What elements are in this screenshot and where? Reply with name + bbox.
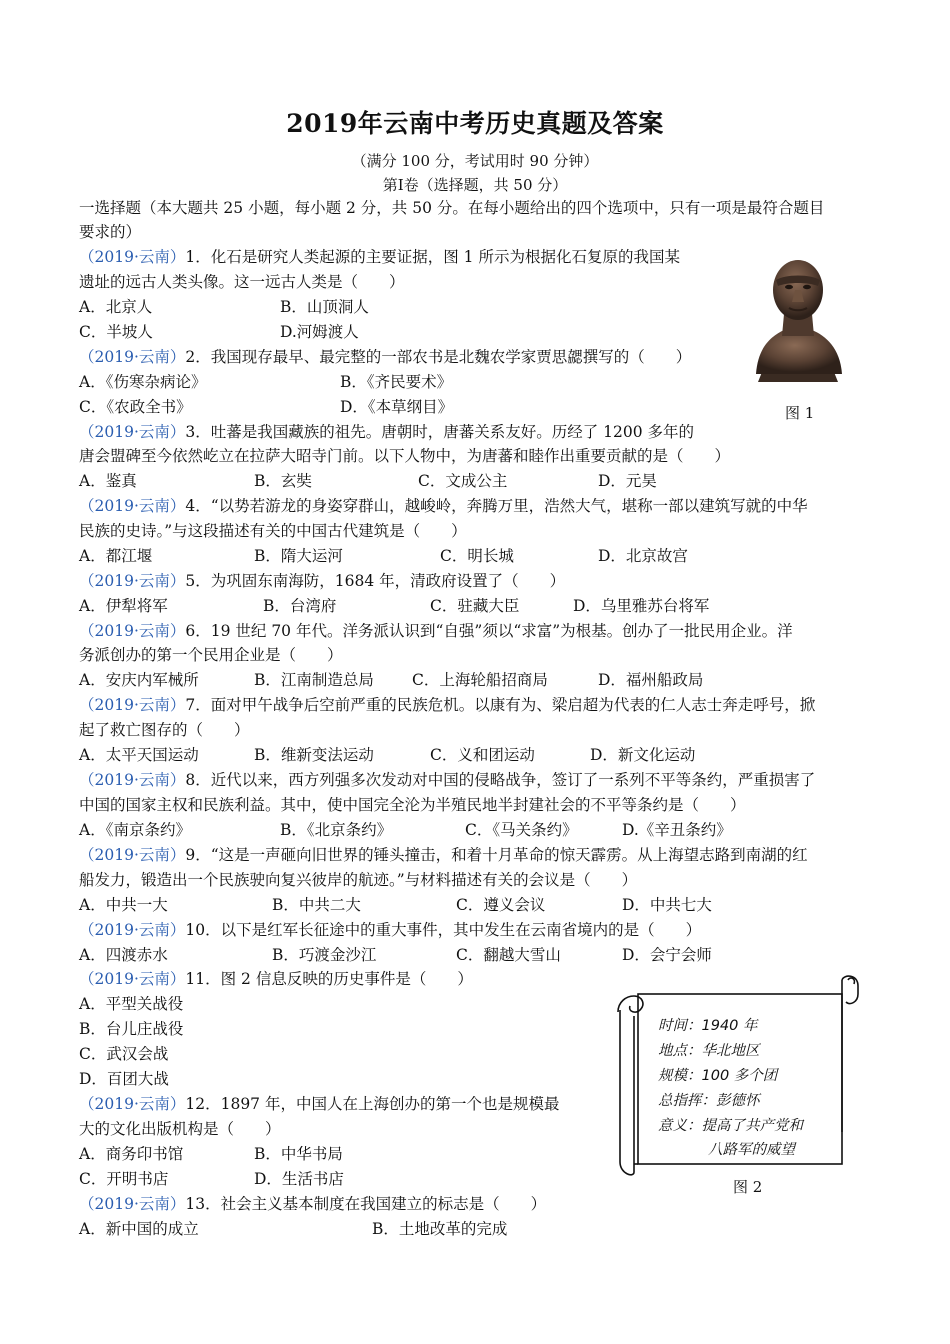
q6-option-c[interactable]: C．上海轮船招商局 xyxy=(412,671,548,689)
q5-option-d[interactable]: D．乌里雅苏台将军 xyxy=(573,597,710,615)
question-1-stem: （2019·云南）1．化石是研究人类起源的主要证据，图 1 所示为根据化石复原的我国某 xyxy=(79,248,680,266)
scroll-line-scale: 规模：100 多个团 xyxy=(658,1068,778,1084)
question-8-stem: （2019·云南）8．近代以来，西方列强多次发动对中国的侵略战争，签订了一系列不平等条约，严重损害了 xyxy=(79,771,816,789)
q10-option-c[interactable]: C．翻越大雪山 xyxy=(456,946,561,964)
q12-option-c[interactable]: C．开明书店 xyxy=(79,1170,169,1188)
q9-option-a[interactable]: A．中共一大 xyxy=(79,896,168,914)
question-1-stem-cont: 遗址的远古人类头像。这一远古人类是（ ） xyxy=(79,273,405,291)
q8-option-c[interactable]: C．《马关条约》 xyxy=(465,821,578,839)
scroll-line-place: 地点：华北地区 xyxy=(658,1043,760,1059)
scroll-line-significance-cont: 八路军的威望 xyxy=(708,1142,795,1158)
q2-option-b[interactable]: B．《齐民要术》 xyxy=(340,373,453,391)
q3-option-a[interactable]: A．鉴真 xyxy=(79,472,137,490)
q4-option-b[interactable]: B．隋大运河 xyxy=(254,547,343,565)
question-4-stem-cont: 民族的史诗。”与这段描述有关的中国古代建筑是（ ） xyxy=(79,522,467,540)
q5-option-a[interactable]: A．伊犁将军 xyxy=(79,597,168,615)
question-8-stem-cont: 中国的国家主权和民族利益。其中，使中国完全沦为半殖民地半封建社会的不平等条约是（ ） xyxy=(79,796,746,814)
question-4-stem: （2019·云南）4．“以势若游龙的身姿穿群山，越峻岭，奔腾万里，浩然大气，堪称一部以建筑写就的中华 xyxy=(79,497,808,515)
q6-option-d[interactable]: D．福州船政局 xyxy=(598,671,704,689)
document-title: 2019年云南中考历史真题及答案 xyxy=(286,109,664,138)
q9-option-c[interactable]: C．遵义会议 xyxy=(456,896,546,914)
q8-option-d[interactable]: D.《辛丑条约》 xyxy=(622,821,732,839)
q8-option-a[interactable]: A．《南京条约》 xyxy=(79,821,191,839)
q3-option-c[interactable]: C．文成公主 xyxy=(418,472,508,490)
q12-option-d[interactable]: D．生活书店 xyxy=(254,1170,344,1188)
q1-option-c[interactable]: C．半坡人 xyxy=(79,323,153,341)
q10-option-d[interactable]: D．会宁会师 xyxy=(622,946,712,964)
question-13-stem: （2019·云南）13．社会主义基本制度在我国建立的标志是（ ） xyxy=(79,1195,547,1213)
q7-option-c[interactable]: C．义和团运动 xyxy=(430,746,535,764)
scroll-line-commander: 总指挥：彭德怀 xyxy=(658,1093,760,1109)
q6-option-b[interactable]: B．江南制造总局 xyxy=(254,671,374,689)
q1-option-b[interactable]: B．山顶洞人 xyxy=(280,298,369,316)
question-12-stem-cont: 大的文化出版机构是（ ） xyxy=(79,1120,281,1138)
question-6-stem: （2019·云南）6．19 世纪 70 年代。洋务派认识到“自强”须以“求富”为根基。创办了一批民用企业。洋 xyxy=(79,622,793,640)
q10-option-a[interactable]: A．四渡赤水 xyxy=(79,946,168,964)
q11-option-b[interactable]: B．台儿庄战役 xyxy=(79,1020,184,1038)
q11-option-d[interactable]: D．百团大战 xyxy=(79,1070,169,1088)
q1-option-d[interactable]: D.河姆渡人 xyxy=(280,323,359,341)
q7-option-d[interactable]: D．新文化运动 xyxy=(590,746,696,764)
q9-option-b[interactable]: B．中共二大 xyxy=(272,896,361,914)
exam-subtitle: （满分 100 分，考试用时 90 分钟） xyxy=(351,152,599,170)
instructions-line-1: 一选择题（本大题共 25 小题，每小题 2 分，共 50 分。在每小题给出的四个选项中，只有一项是最符合题目 xyxy=(79,199,825,217)
q2-option-a[interactable]: A．《伤寒杂病论》 xyxy=(79,373,207,391)
question-3-stem-cont: 唐会盟碑至今依然屹立在拉萨大昭寺门前。以下人物中，为唐蕃和睦作出重要贡献的是（ ） xyxy=(79,447,731,465)
scroll-line-time: 时间：1940 年 xyxy=(658,1018,758,1034)
q8-option-b[interactable]: B．《北京条约》 xyxy=(280,821,393,839)
q5-option-b[interactable]: B．台湾府 xyxy=(263,597,337,615)
q11-option-c[interactable]: C．武汉会战 xyxy=(79,1045,169,1063)
scroll-figure xyxy=(612,972,864,1184)
q3-option-b[interactable]: B．玄奘 xyxy=(254,472,312,490)
ancient-human-bust-icon xyxy=(748,250,848,390)
q5-option-c[interactable]: C．驻藏大臣 xyxy=(430,597,520,615)
q2-option-d[interactable]: D．《本草纲目》 xyxy=(340,398,454,416)
question-10-stem: （2019·云南）10．以下是红军长征途中的重大事件，其中发生在云南省境内的是（ ） xyxy=(79,921,702,939)
q12-option-a[interactable]: A．商务印书馆 xyxy=(79,1145,184,1163)
question-2-stem: （2019·云南）2．我国现存最早、最完整的一部农书是北魏农学家贾思勰撰写的（ ） xyxy=(79,348,692,366)
question-3-stem: （2019·云南）3．吐蕃是我国藏族的祖先。唐朝时，唐蕃关系友好。历经了 1200 多年的 xyxy=(79,423,695,441)
q7-option-a[interactable]: A．太平天国运动 xyxy=(79,746,199,764)
source-tag: （2019·云南） xyxy=(79,248,186,266)
q1-option-a[interactable]: A．北京人 xyxy=(79,298,153,316)
figure-2-caption: 图 2 xyxy=(733,1178,763,1196)
section-heading: 第Ⅰ卷（选择题，共 50 分） xyxy=(382,176,568,194)
q11-option-a[interactable]: A．平型关战役 xyxy=(79,995,184,1013)
question-11-stem: （2019·云南）11．图 2 信息反映的历史事件是（ ） xyxy=(79,970,473,988)
q4-option-d[interactable]: D．北京故宫 xyxy=(598,547,688,565)
instructions-line-2: 要求的） xyxy=(79,223,142,241)
q6-option-a[interactable]: A．安庆内军械所 xyxy=(79,671,199,689)
question-5-stem: （2019·云南）5．为巩固东南海防，1684 年，清政府设置了（ ） xyxy=(79,572,566,590)
q3-option-d[interactable]: D．元昊 xyxy=(598,472,657,490)
q7-option-b[interactable]: B．维新变法运动 xyxy=(254,746,374,764)
figure-1-caption: 图 1 xyxy=(785,404,815,422)
q10-option-b[interactable]: B．巧渡金沙江 xyxy=(272,946,377,964)
question-12-stem: （2019·云南）12．1897 年，中国人在上海创办的第一个也是规模最 xyxy=(79,1095,560,1113)
q9-option-d[interactable]: D．中共七大 xyxy=(622,896,712,914)
q4-option-c[interactable]: C．明长城 xyxy=(440,547,514,565)
q2-option-c[interactable]: C．《农政全书》 xyxy=(79,398,192,416)
question-7-stem: （2019·云南）7．面对甲午战争后空前严重的民族危机。以康有为、梁启超为代表的仁人志士奔走呼号，掀 xyxy=(79,696,816,714)
question-7-stem-cont: 起了救亡图存的（ ） xyxy=(79,721,250,739)
question-9-stem-cont: 船发力，锻造出一个民族驶向复兴彼岸的航迹。”与材料描述有关的会议是（ ） xyxy=(79,871,638,889)
q12-option-b[interactable]: B．中华书局 xyxy=(254,1145,343,1163)
scroll-line-significance: 意义：提高了共产党和 xyxy=(658,1118,803,1134)
q13-option-a[interactable]: A．新中国的成立 xyxy=(79,1220,199,1238)
q4-option-a[interactable]: A．都江堰 xyxy=(79,547,153,565)
question-6-stem-cont: 务派创办的第一个民用企业是（ ） xyxy=(79,646,343,664)
q13-option-b[interactable]: B．土地改革的完成 xyxy=(372,1220,508,1238)
question-9-stem: （2019·云南）9．“这是一声砸向旧世界的锤头撞击，和着十月革命的惊天霹雳。从上海望志路到南湖的红 xyxy=(79,846,808,864)
